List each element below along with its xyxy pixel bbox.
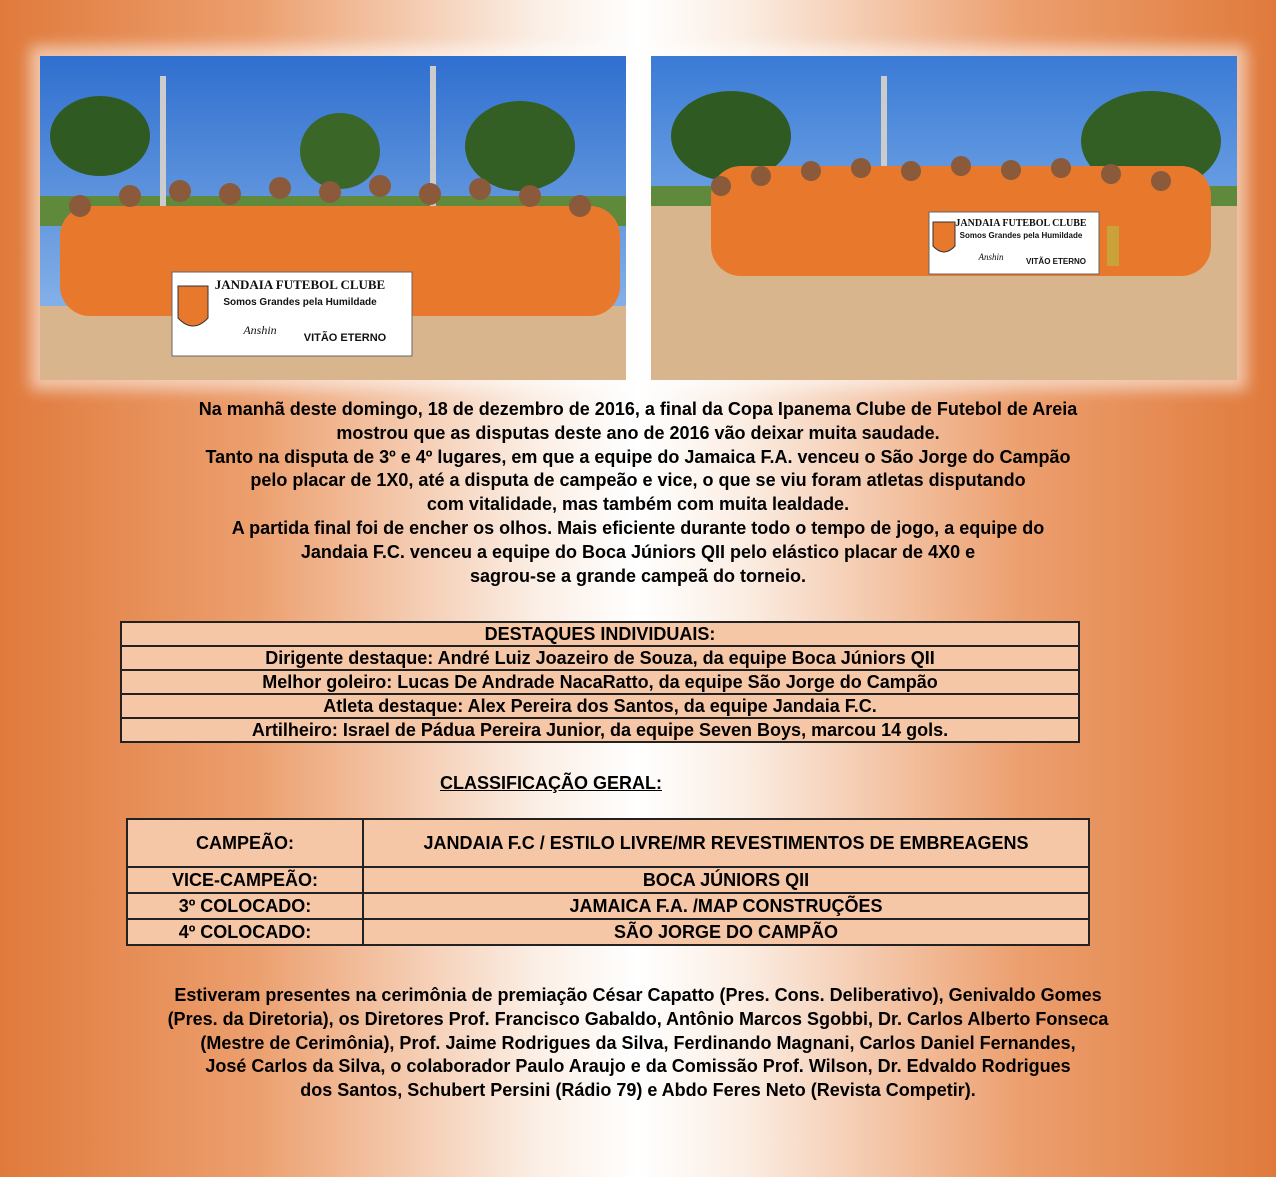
- banner-motto-right: Somos Grandes pela Humildade: [959, 231, 1083, 240]
- table-row: [121, 718, 1079, 742]
- table-row: [127, 919, 1089, 945]
- intro-line: Jandaia F.C. venceu a equipe do Boca Júniors QII pelo elástico placar de 4X0 e: [300, 541, 976, 562]
- closing-line: (Pres. da Diretoria), os Diretores Prof. Francisco Gabaldo, Antônio Marcos Sgobbi, Dr. Carlos Alberto Fonseca: [167, 1008, 1109, 1029]
- standings-table: [126, 818, 1090, 946]
- team-photo-left-image: [40, 56, 626, 380]
- highlights-header: DESTAQUES INDIVIDUAIS:: [121, 622, 1079, 646]
- table-row: [121, 670, 1079, 694]
- intro-line: A partida final foi de encher os olhos. Mais eficiente durante todo o tempo de jogo, a equipe do: [231, 517, 1045, 538]
- banner-sponsor-left: Anshin: [243, 323, 277, 337]
- team-cell: SÃO JORGE DO CAMPÃO: [363, 919, 1089, 945]
- team-photo-left: [40, 56, 626, 380]
- position-cell: 3º COLOCADO:: [127, 893, 363, 919]
- intro-line: Tanto na disputa de 3º e 4º lugares, em que a equipe do Jamaica F.A. venceu o São Jorge do Campão: [205, 446, 1071, 467]
- closing-line: dos Santos, Schubert Persini (Rádio 79) e Abdo Feres Neto (Revista Competir).: [300, 1080, 976, 1101]
- banner-motto-left: Somos Grandes pela Humildade: [223, 297, 377, 308]
- team-cell: JAMAICA F.A. /MAP CONSTRUÇÕES: [363, 893, 1089, 919]
- intro-line: sagrou-se a grande campeã do torneio.: [469, 565, 807, 586]
- banner-title-right: JANDAIA FUTEBOL CLUBE: [955, 218, 1087, 229]
- intro-line: mostrou que as disputas deste ano de 2016 vão deixar muita saudade.: [336, 422, 940, 443]
- highlights-table: [120, 621, 1080, 743]
- closing-paragraph: [40, 984, 1236, 1103]
- table-row: [127, 893, 1089, 919]
- trophy-icon: [1107, 226, 1119, 266]
- banner-tribute-left: VITÃO ETERNO: [303, 332, 387, 344]
- highlight-cell: Dirigente destaque: André Luiz Joazeiro de Souza, da equipe Boca Júniors QII: [121, 646, 1079, 670]
- closing-line: Estiveram presentes na cerimônia de premiação César Capatto (Pres. Cons. Deliberativo), Genivaldo Gomes: [174, 985, 1102, 1005]
- classification-title: CLASSIFICAÇÃO GERAL:: [440, 773, 662, 793]
- intro-line: com vitalidade, mas também com muita lealdade.: [426, 494, 850, 515]
- team-photo-right: [651, 56, 1237, 380]
- position-cell: CAMPEÃO:: [127, 819, 363, 867]
- intro-paragraph: [40, 398, 1236, 588]
- table-row: [121, 694, 1079, 718]
- highlight-cell: Atleta destaque: Alex Pereira dos Santos, da equipe Jandaia F.C.: [121, 694, 1079, 718]
- banner-tribute-right: VITÃO ETERNO: [1025, 257, 1087, 266]
- intro-line: Na manhã deste domingo, 18 de dezembro de 2016, a final da Copa Ipanema Clube de Futebol de Areia: [198, 399, 1078, 419]
- table-row: [127, 819, 1089, 867]
- banner-sponsor-right: Anshin: [978, 252, 1004, 262]
- highlight-cell: Artilheiro: Israel de Pádua Pereira Junior, da equipe Seven Boys, marcou 14 gols.: [121, 718, 1079, 742]
- table-row: [121, 646, 1079, 670]
- team-photo-right-image: [651, 56, 1237, 380]
- position-cell: VICE-CAMPEÃO:: [127, 867, 363, 893]
- closing-line: José Carlos da Silva, o colaborador Paulo Araujo e da Comissão Prof. Wilson, Dr. Edvaldo Rodrigues: [205, 1056, 1071, 1077]
- table-row: [121, 622, 1079, 646]
- intro-line: pelo placar de 1X0, até a disputa de campeão e vice, o que se viu foram atletas disputando: [250, 470, 1026, 491]
- team-cell: JANDAIA F.C / ESTILO LIVRE/MR REVESTIMENTOS DE EMBREAGENS: [363, 819, 1089, 867]
- position-cell: 4º COLOCADO:: [127, 919, 363, 945]
- banner-title-left: JANDAIA FUTEBOL CLUBE: [214, 277, 386, 292]
- table-row: [127, 867, 1089, 893]
- highlight-cell: Melhor goleiro: Lucas De Andrade NacaRatto, da equipe São Jorge do Campão: [121, 670, 1079, 694]
- team-cell: BOCA JÚNIORS QII: [363, 867, 1089, 893]
- closing-line: (Mestre de Cerimônia), Prof. Jaime Rodrigues da Silva, Ferdinando Magnani, Carlos Daniel Fernandes,: [200, 1032, 1076, 1053]
